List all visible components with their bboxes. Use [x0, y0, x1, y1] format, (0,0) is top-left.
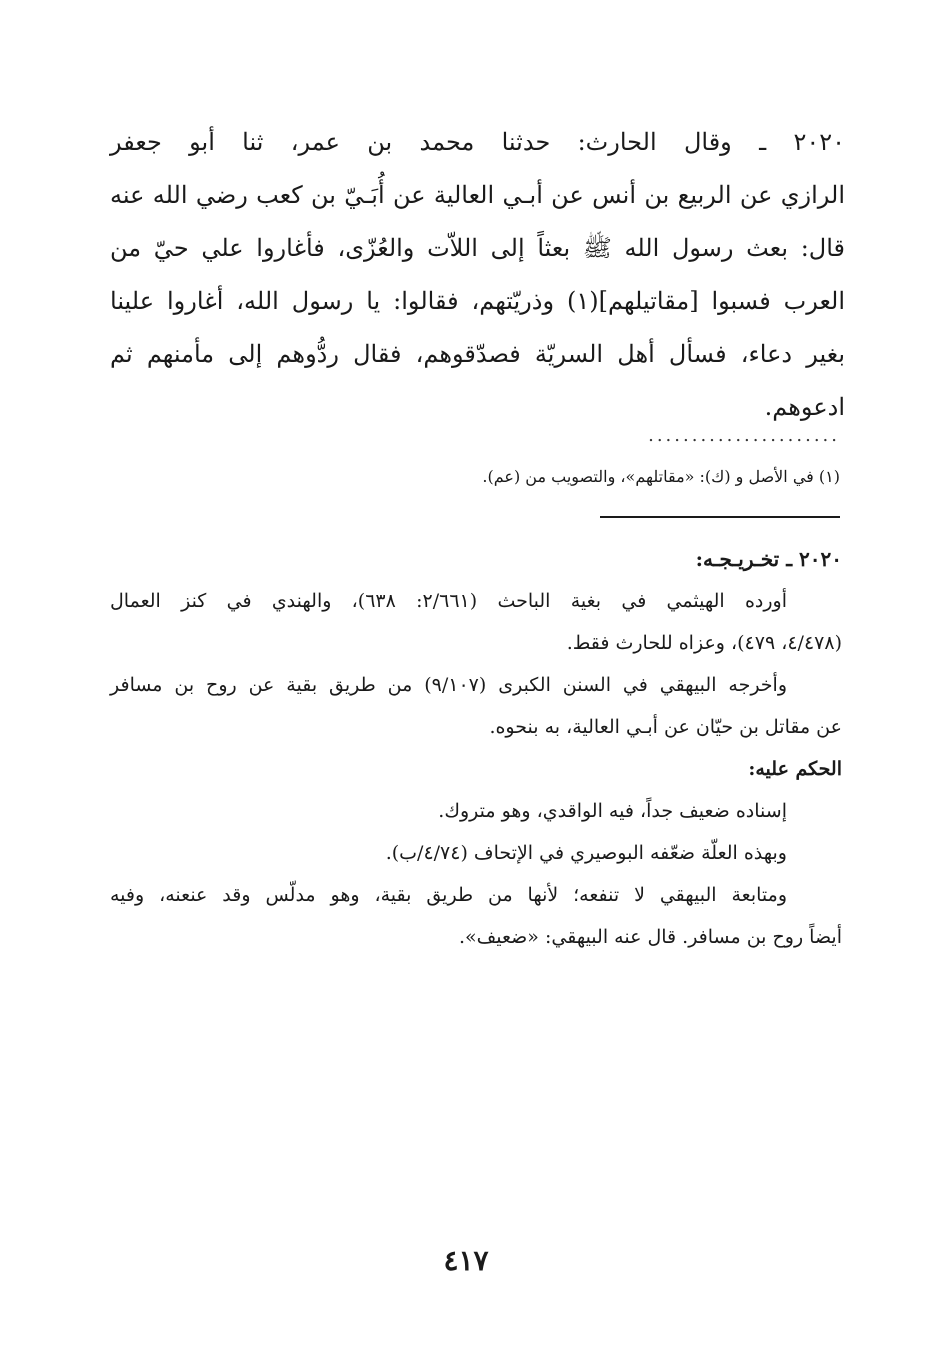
footnote-dotted-separator: ...................... — [648, 425, 840, 446]
page-number: ٤١٧ — [443, 1244, 489, 1277]
hadith-line-4: العرب فسبوا [مقاتيلهم](١) وذريّتهم، فقالوا: يا رسول الله، أغاروا علينا — [110, 287, 845, 315]
takhrij-section — [110, 538, 842, 958]
hadith-line-1: ٢٠٢٠ ـ وقال الحارث: حدثنا محمد بن عمر، ثنا أبو جعفر — [110, 128, 845, 156]
hukm-line-3: ومتابعة البيهقي لا تنفعه؛ لأنها من طريق بقية، وهو مدلّس وقد عنعنه، وفيه — [110, 884, 787, 906]
hukm-heading: الحكم عليه: — [748, 758, 842, 780]
takhrij-line-2: (٤/٤٧٨، ٤٧٩)، وعزاه للحارث فقط. — [566, 632, 842, 654]
footnote: (١) في الأصل و (ك): «مقاتلهم»، والتصويب من (عم). — [482, 467, 840, 486]
section-divider — [600, 516, 840, 518]
takhrij-line-3: وأخرجه البيهقي في السنن الكبرى (٩/١٠٧) من طريق بقية عن روح بن مسافر — [110, 674, 787, 696]
takhrij-line-4: عن مقاتل بن حيّان عن أبـي العالية، به بنحوه. — [489, 716, 842, 738]
hadith-line-2: الرازي عن الربيع بن أنس عن أبـي العالية عن أُبَـيّ بن كعب رضي الله عنه — [110, 181, 845, 209]
hukm-line-1: إسناده ضعيف جداً، فيه الواقدي، وهو متروك. — [438, 800, 787, 822]
hadith-line-5: بغير دعاء، فسأل أهل السريّة فصدّقوهم، فقال ردُّوهم إلى مأمنهم ثم — [110, 340, 845, 368]
takhrij-line-1: أورده الهيثمي في بغية الباحث (٢/٦٦١: ٦٣٨)، والهندي في كنز العمال — [110, 590, 787, 612]
hadith-line-3: قال: بعث رسول الله ﷺ بعثاً إلى اللاّت والعُزّى، فأغاروا علي حيّ من — [110, 234, 845, 262]
hadith-text — [110, 116, 845, 434]
takhrij-heading: ٢٠٢٠ ـ تخـريـجـه: — [695, 547, 842, 571]
hukm-line-4: أيضاً روح بن مسافر. قال عنه البيهقي: «ضعيف». — [458, 926, 842, 948]
hukm-line-2: وبهذه العلّة ضعّفه البوصيري في الإتحاف (٤/٧٤/ب). — [385, 842, 787, 864]
hadith-line-6: ادعوهم. — [764, 393, 845, 421]
